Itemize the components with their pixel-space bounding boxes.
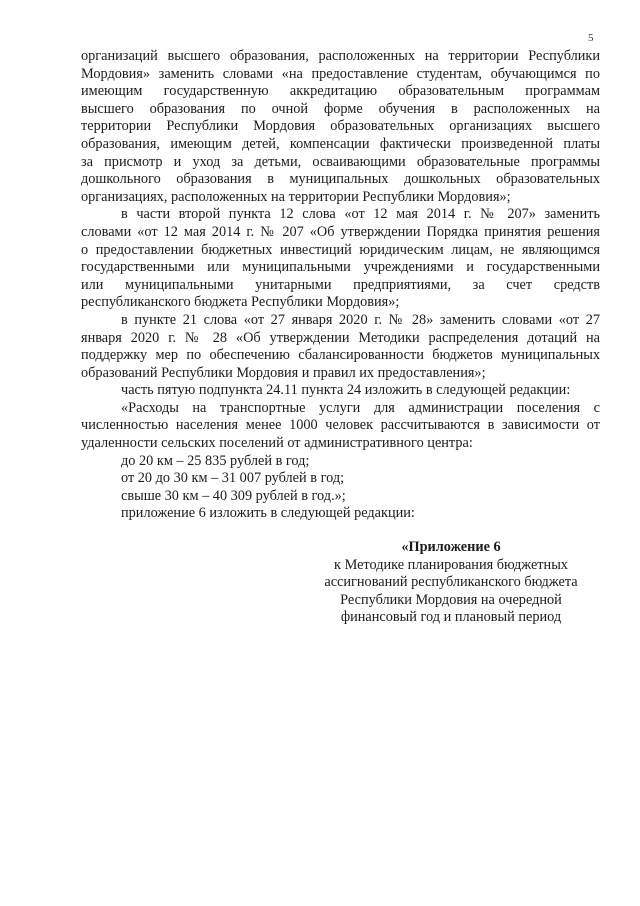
text-line: образований Республики Мордовия и правил их предоставления»; bbox=[81, 364, 486, 381]
text-line: дошкольного образования в муниципальных дошкольных образовательных bbox=[81, 171, 600, 188]
appendix-title: «Приложение 6 bbox=[401, 539, 501, 555]
text-line: «Расходы на транспортные услуги для администрации поселения с bbox=[121, 399, 600, 416]
text-line: образования, имеющим детей, компенсации фактически произведенной платы bbox=[81, 135, 600, 152]
appendix-line: финансовый год и плановый период bbox=[340, 609, 562, 626]
text-line: до 20 км – 25 835 рублей в год; bbox=[121, 452, 310, 469]
text-line: от 20 до 30 км – 31 007 рублей в год; bbox=[121, 470, 345, 487]
body-text bbox=[81, 48, 600, 523]
text-line: Мордовия» заменить словами «на предоставление студентам, обучающимся по bbox=[81, 65, 600, 82]
text-line: организациях, расположенных на территории Республики Мордовия»; bbox=[81, 188, 511, 205]
text-line: высшего образования по очной форме обучения в расположенных на bbox=[81, 100, 600, 117]
text-line: приложение 6 изложить в следующей редакции: bbox=[121, 505, 415, 522]
appendix-line: ассигнований республиканского бюджета bbox=[324, 574, 578, 591]
appendix-line: к Методике планирования бюджетных bbox=[334, 556, 568, 573]
text-line: или муниципальными унитарными предприятиями, за счет средств bbox=[81, 276, 600, 293]
text-line: словами «от 12 мая 2014 г. № 207 «Об утверждении Порядка принятия решения bbox=[81, 223, 600, 240]
text-line: государственными или муниципальными учреждениями и государственными bbox=[81, 259, 600, 276]
text-line: часть пятую подпункта 24.11 пункта 24 изложить в следующей редакции: bbox=[121, 382, 571, 399]
text-line: в пункте 21 слова «от 27 января 2020 г. № 28» заменить словами «от 27 bbox=[121, 311, 600, 328]
text-line: республиканского бюджета Республики Мордовия»; bbox=[81, 294, 400, 311]
text-line: удаленности сельских поселений от административного центра: bbox=[81, 435, 473, 452]
text-line: организаций высшего образования, расположенных на территории Республики bbox=[81, 48, 600, 64]
page-number: 5 bbox=[588, 32, 594, 44]
appendix-line: Республики Мордовия на очередной bbox=[340, 591, 562, 608]
text-line: о предоставлении бюджетных инвестиций юридическим лицам, не являющимся bbox=[81, 241, 600, 258]
text-line: за присмотр и уход за детьми, осваивающими образовательные программы bbox=[81, 153, 600, 170]
text-line: территории Республики Мордовия образовательных организациях высшего bbox=[81, 118, 600, 135]
text-line: имеющим государственную аккредитацию образовательным программам bbox=[81, 83, 600, 100]
text-line: численностью населения менее 1000 человек рассчитываются в зависимости от bbox=[81, 417, 600, 434]
text-line: поддержку мер по обеспечению сбалансированности бюджетов муниципальных bbox=[81, 347, 600, 364]
appendix-heading bbox=[300, 539, 602, 627]
text-line: в части второй пункта 12 слова «от 12 мая 2014 г. № 207» заменить bbox=[121, 206, 600, 223]
text-line: января 2020 г. № 28 «Об утверждении Методики распределения дотаций на bbox=[81, 329, 600, 346]
text-line: свыше 30 км – 40 309 рублей в год.»; bbox=[121, 487, 346, 504]
